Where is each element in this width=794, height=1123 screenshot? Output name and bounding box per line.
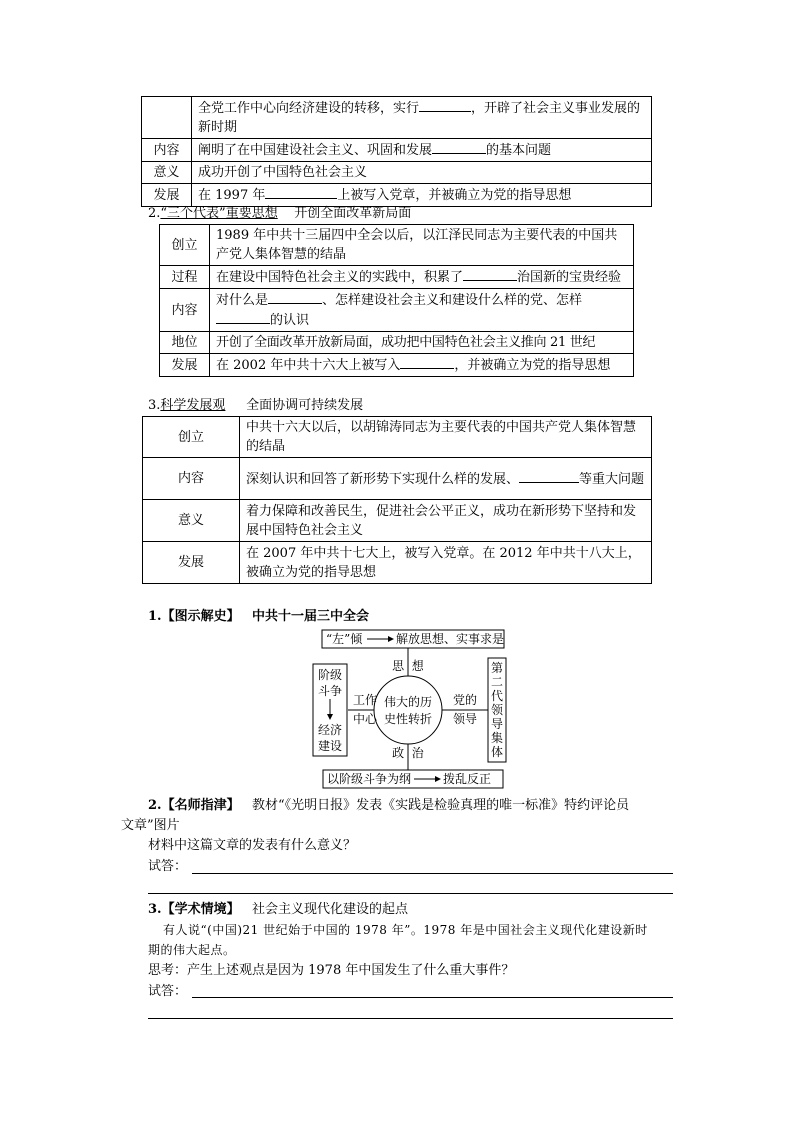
row-head: 发展 [142,184,192,207]
label-zhongxin: 中心 [352,712,378,726]
row-head: 内容 [142,139,192,162]
table-row: 创立 1989 年中共十三届四中全会以后，以江泽民同志为主要代表的中国共产党人集体智慧的结晶 [160,225,634,266]
table-deng-theory [141,96,652,207]
third-plenum-diagram [310,626,510,792]
svg-text:领: 领 [490,703,504,717]
table-row: 发展 在 2007 年中共十七大上，被写入党章。在 2012 年中共十八大上，被确立为党的指导思想 [143,542,652,584]
table-row: 意义 成功开创了中国特色社会主义 [142,162,652,184]
table-cell: 全党工作中心向经济建设的转移，实行 ，开辟了社会主义事业发展的新时期 [192,97,652,139]
table-row: 意义 着力保障和改善民生，促进社会公平正义，成功在新形势下坚持和发展中国特色社会主义 [143,500,652,542]
item-3-quote-cont: 期的伟大起点。 [148,943,236,957]
svg-text:导: 导 [490,717,504,731]
center-label: 伟大的历 [383,695,433,709]
center-label: 史性转折 [383,712,433,726]
label-lingdao: 领导 [452,712,478,726]
table-row: 创立 中共十六大以后，以胡锦涛同志为主要代表的中国共产党人集体智慧的结晶 [143,417,652,458]
answer-line[interactable] [148,893,673,894]
table-row: 发展 在 2002 年中共十六大上被写入 ，并被确立为党的指导思想 [160,354,634,377]
item-3-heading: 3.【学术情境】 社会主义现代化建设的起点 [148,902,408,917]
section-3-heading: 3.科学发展观 全面协调可持续发展 [148,398,364,413]
svg-text:二: 二 [490,675,504,689]
svg-text:经济: 经济 [317,723,343,737]
svg-text:第: 第 [490,661,504,675]
svg-text:集: 集 [490,731,504,745]
item-3-quote: 有人说“(中国)21 世纪始于中国的 1978 年”。1978 年是中国社会主义现代化建设新时 [163,923,648,937]
label-dangde: 党的 [452,693,478,707]
answer-blank[interactable] [265,185,337,199]
item-1-heading: 1.【图示解史】 中共十一届三中全会 [148,609,369,624]
item-3-answer-label: 试答： [148,984,188,999]
answer-line[interactable] [148,1018,673,1019]
table-three-represents [159,224,634,377]
answer-line[interactable] [192,997,673,998]
answer-blank[interactable] [519,469,579,483]
svg-text:代: 代 [490,689,504,703]
item-2-answer-label: 试答： [148,859,188,874]
svg-text:斗争: 斗争 [317,684,343,698]
label-gongzuo: 工作 [352,693,378,707]
table-row: 发展 在 1997 年 上被写入党章，并被确立为党的指导思想 [142,184,652,207]
table-scientific-development [142,416,652,584]
center-circle [374,676,442,744]
svg-text:阶级: 阶级 [317,668,343,682]
answer-blank[interactable] [463,267,517,281]
answer-line[interactable] [192,873,673,874]
table-row: 过程 在建设中国特色社会主义的实践中，积累了 治国新的宝贵经验 [160,266,634,289]
svg-text:建设: 建设 [317,739,343,753]
table-row [142,97,652,139]
item-3-question: 思考：产生上述观点是因为 1978 年中国发生了什么重大事件？ [148,963,515,978]
table-row: 内容 对什么是 、怎样建设社会主义和建设什么样的党、怎样 的认识 [160,289,634,332]
answer-blank[interactable] [419,98,471,112]
top-left-label: “左”倾 [326,632,363,646]
answer-blank[interactable] [400,355,454,369]
label-sixiang: 思 想 [392,659,424,673]
answer-blank[interactable] [432,140,486,154]
section-2-heading: 2.“三个代表”重要思想 开创全面改革新局面 [148,206,412,221]
answer-blank[interactable] [216,310,270,324]
row-head: 意义 [142,162,192,184]
bottom-right-label: 拨乱反正 [443,772,492,786]
item-2-question: 材料中这篇文章的发表有什么意义？ [148,838,357,853]
table-row: 地位 开创了全面改革开放新局面，成功把中国特色社会主义推向 21 世纪 [160,332,634,354]
item-2-heading: 2.【名师指津】 教材“《光明日报》发表《实践是检验真理的唯一标准》特约评论员 [148,798,630,813]
table-row: 内容 阐明了在中国建设社会主义、巩固和发展 的基本问题 [142,139,652,162]
bottom-left-label: 以阶级斗争为纲 [327,772,412,786]
item-2-text-line2: 文章”图片 [121,818,180,833]
answer-blank[interactable] [268,290,322,304]
table-row: 内容 深刻认识和回答了新形势下实现什么样的发展、 等重大问题 [143,458,652,500]
svg-text:体: 体 [490,745,504,759]
top-right-label: 解放思想、实事求是 [396,632,505,646]
label-zhengzhi: 政 治 [392,746,424,760]
